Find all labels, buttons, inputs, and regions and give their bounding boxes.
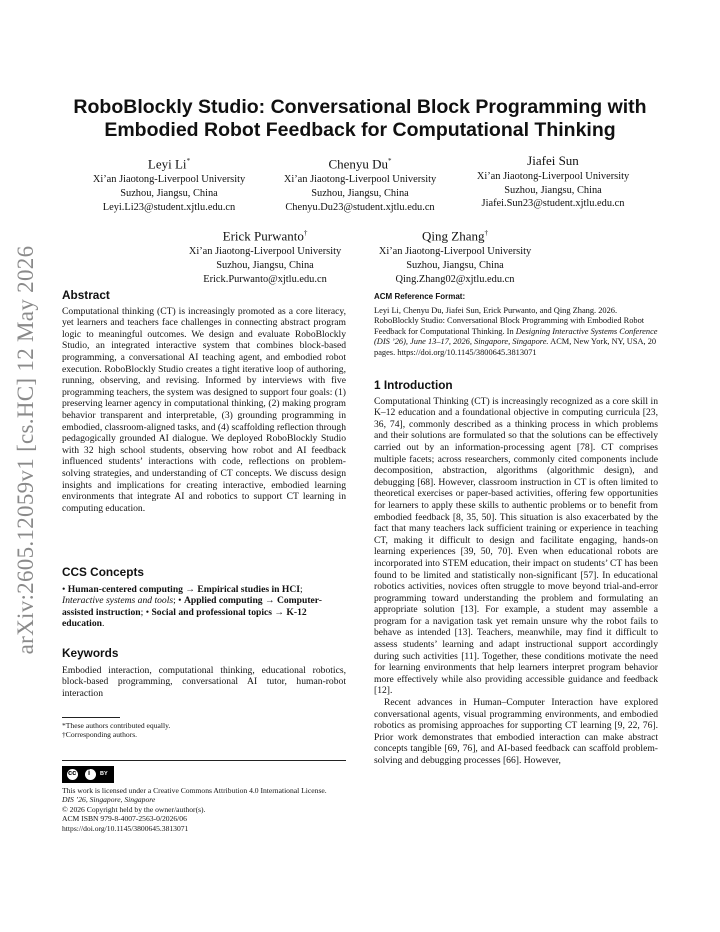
footnote-equal: *These authors contributed equally. (62, 721, 171, 730)
introduction-section (374, 380, 658, 767)
keywords-text: Embodied interaction, computational thinking, educational robotics, block-based programming, conversational AI tutor, human-robot interaction (62, 664, 346, 699)
intro-paragraph: Computational Thinking (CT) is increasingly recognized as a core skill in K–12 education and a foundational objective in computing curricula [23, 36, 74], commonly described as a thinking process in which problems and their solutions are formulated so that the solutions can be effectively carried out by an information-processing agent [78]. CT comprises multiple facets; across researchers, commonly cited components include decomposition, abstraction, algorithms (algorithmic design), and debugging [68]. However, classroom instruction in CT is often limited to theoretical exercises or paper-based activities, offering few opportunities for learners to apply these skills to authentic problems or to benefit from embodied feedback [8, 35, 50]. This situation is also exacerbated by the fact that many teachers lack sufficient training or experience in teaching CT, making it difficult to design and facilitate engaging, hands-on learning experiences [39, 50, 70]. Even when educational robots are incorporated into STEM education, their impact on students’ CT has been found to be limited and statistically non-significant [57]. In educational robotics activities, novices often struggle to move beyond trial-and-error programming toward understanding the problem and formulating an appropriate solution [13]. For example, a student may assemble a program for a navigation task yet remain unsure why the robot fails to behave as intended [13]. Teachers, meanwhile, may find it difficult to assess students’ learning and adapt instructional support accordingly during such activities [11]. Together, these conditions motivate the need for learning environments that help learners interpret program behavior more effectively while also providing accessible guidance and feedback [12]. (374, 395, 658, 697)
author-affiliation: Xi’an Jiaotong-Liverpool University (283, 174, 437, 186)
author-email: Erick.Purwanto@xjtlu.edu.cn (203, 273, 327, 285)
author-name: Qing Zhang (422, 228, 485, 244)
footnote-rule (62, 717, 120, 718)
abstract-text: Computational thinking (CT) is increasingly promoted as a core literacy, yet learners and teachers face challenges in connecting abstract program logic to meaningful outcomes. We design and evaluate RoboBlockly Studio, an integrated interactive system that combines block-based programming, a conversational AI teaching agent, and embodied robot execution. RoboBlockly Studio creates a tight iterative loop of authoring, running, observing, and revising. Informed by interviews with five programming teachers, the system was designed to support four goals: (1) preserving learner agency in computational thinking, (2) making program behavior transparent and interpretable, (3) grounding programming in embodied, classroom-aligned tasks, and (4) scaffolding reflection through pedagogically grounded AI dialogue. We deployed RoboBlockly Studio with 32 high school students, observing how robot and AI feedback influenced students’ interactions with code, reflections on problem-solving strategies, and understanding of CT concepts. We discuss design insights and implications for creating interactive, embodied learning environments that integrate AI and robotics to support CT learning in computing education. (62, 305, 346, 514)
ccs-concept: Applied computing → Computer-assisted instruction (62, 595, 322, 618)
paper-title (62, 96, 658, 142)
ccs-concept: Social and professional topics → K-12 education (62, 606, 307, 630)
author-affiliation: Xi’an Jiaotong-Liverpool University (378, 246, 532, 258)
author-mark: † (303, 229, 308, 237)
author-location: Suzhou, Jiangsu, China (311, 187, 409, 199)
cc-by-badge: cc i BY (62, 766, 114, 783)
author-location: Suzhou, Jiangsu, China (504, 184, 602, 196)
author-affiliation: Xi’an Jiaotong-Liverpool University (188, 246, 342, 258)
author-block (262, 152, 458, 214)
title-line-1: RoboBlockly Studio: Conversational Block Programming with (73, 96, 647, 118)
footnotes (62, 721, 346, 740)
abstract-heading: Abstract (62, 288, 110, 302)
keywords-section (62, 648, 346, 699)
license-rule (62, 760, 346, 761)
ccs-concept: Human-centered computing → Empirical studies in HCI (67, 583, 300, 595)
author-mark: † (484, 229, 488, 237)
author-affiliation: Xi’an Jiaotong-Liverpool University (476, 171, 630, 182)
author-location: Suzhou, Jiangsu, China (216, 259, 314, 271)
author-name: Chenyu Du (328, 156, 389, 172)
acm-reference (374, 292, 658, 359)
arxiv-stamp: arXiv:2605.12059v1 [cs.HC] 12 May 2026 (13, 245, 38, 655)
author-name: Jiafei Sun (527, 153, 579, 168)
author-block (458, 152, 648, 211)
acm-ref-text: Leyi Li, Chenyu Du, Jiafei Sun, Erick Purwanto, and Qing Zhang. 2026. RoboBlockly Studio: Conversational Block Programming with Embodied Robot Feedback for Computational Thinking. In Designing Interactive Systems Conference (DIS ’26), June 13–17, 2026, Singapore, Singapore. ACM, New York, NY, USA, 20 pages. https://doi.org/10.1145/3800645.3813071 (374, 305, 658, 357)
isbn: ACM ISBN 979-8-4007-2563-0/2026/06 (62, 814, 187, 824)
venue: DIS ’26, Singapore, Singapore (62, 795, 156, 805)
acm-ref-heading: ACM Reference Format: (374, 292, 466, 301)
author-email: Chenyu.Du23@student.xjtlu.edu.cn (285, 201, 435, 213)
intro-heading: 1 Introduction (374, 378, 453, 392)
footnote-corresponding: †Corresponding authors. (62, 730, 138, 740)
author-email: Jiafei.Sun23@student.xjtlu.edu.cn (481, 198, 625, 210)
ccs-concept: Interactive systems and tools (62, 595, 174, 607)
abstract-section (62, 290, 346, 514)
keywords-heading: Keywords (62, 646, 119, 660)
ccs-section (62, 567, 346, 630)
author-block (172, 224, 358, 286)
author-email: Qing.Zhang02@xjtlu.edu.cn (395, 273, 515, 285)
author-mark: * (186, 157, 191, 165)
ccs-heading: CCS Concepts (62, 565, 144, 579)
doi-link[interactable]: https://doi.org/10.1145/3800645.3813071 (62, 823, 189, 833)
author-name: Leyi Li (147, 156, 187, 172)
intro-paragraph: Recent advances in Human–Computer Interaction have explored conversational agents, visual programming environments, and embodied robotics as promising approaches for supporting CT learning [9, 22, 76]. Prior work demonstrates that embodied interaction can make abstract concepts tangible [69, 76], and AI-based feedback can scaffold problem-solving and debugging processes [66]. However, (374, 697, 658, 766)
ccs-text: • Human-centered computing → Empirical studies in HCI; Interactive systems and tools; • Applied computing → Computer-assisted instruction; • Social and professional topics → K-12 education. (62, 583, 322, 630)
author-location: Suzhou, Jiangsu, China (120, 187, 218, 199)
author-location: Suzhou, Jiangsu, China (406, 259, 504, 271)
author-email: Leyi.Li23@student.xjtlu.edu.cn (102, 201, 236, 213)
license-block (62, 786, 346, 833)
copyright: © 2026 Copyright held by the owner/author(s). (62, 804, 206, 814)
license-text: This work is licensed under a Creative Commons Attribution 4.0 International License. (62, 786, 327, 795)
author-name: Erick Purwanto (222, 228, 304, 244)
title-line-2: Embodied Robot Feedback for Computational Thinking (104, 119, 616, 141)
author-block (76, 152, 262, 214)
author-block (362, 224, 548, 286)
attribution-icon (85, 769, 96, 780)
author-affiliation: Xi’an Jiaotong-Liverpool University (92, 174, 246, 186)
author-mark: * (388, 157, 392, 165)
